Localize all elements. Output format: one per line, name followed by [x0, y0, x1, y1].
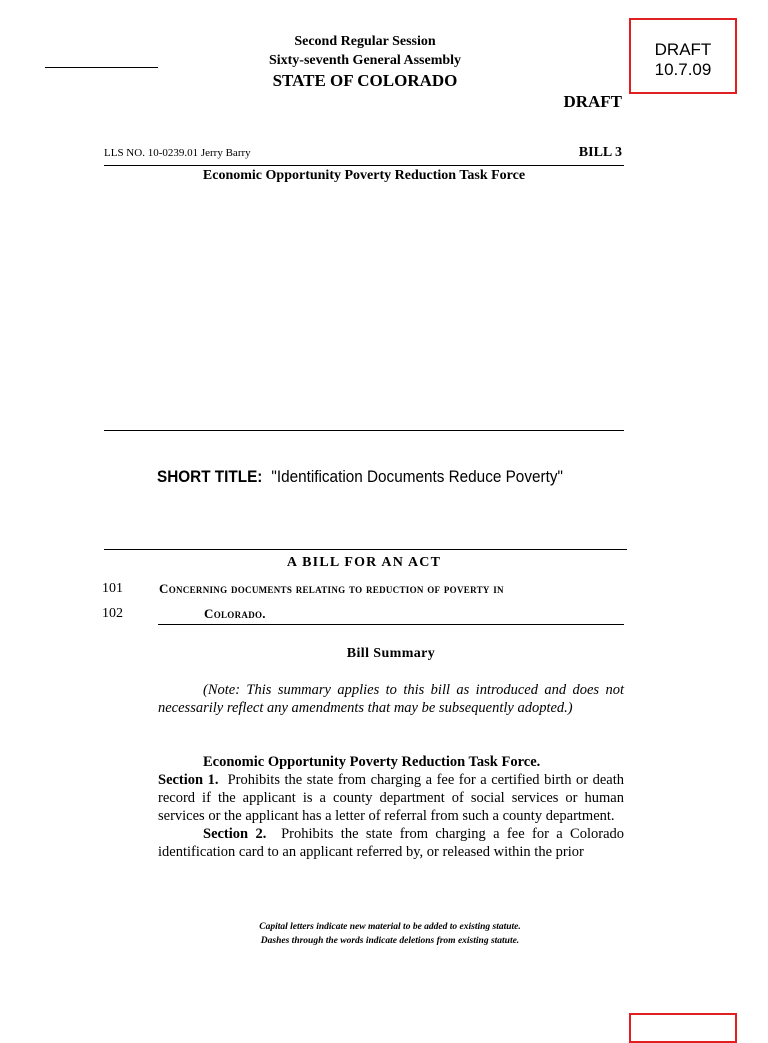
- draft-stamp: [629, 18, 737, 94]
- bill-number: BILL 3: [578, 145, 622, 160]
- summary-note: [158, 681, 624, 717]
- draft-label: DRAFT: [563, 92, 622, 111]
- bill-title-line: Concerning documents relating to reduction of poverty in: [159, 581, 504, 596]
- draft-stamp-bottom: [629, 1013, 737, 1043]
- state-title: STATE OF COLORADO: [272, 71, 458, 90]
- header-divider: [104, 165, 624, 166]
- short-title-value: "Identification Documents Reduce Poverty": [271, 467, 563, 486]
- short-title-bottom-rule: [104, 549, 627, 550]
- short-title-label: SHORT TITLE:: [157, 467, 263, 486]
- section-1-label: Section 1.: [158, 772, 219, 788]
- session-title: Second Regular Session: [294, 34, 436, 49]
- section-2-text: Prohibits the state from charging a fee for a Colorado identification card to an applicant referred by, or released within the prior: [158, 826, 625, 860]
- line-number: 101: [102, 581, 123, 596]
- header-short-rule: [45, 67, 158, 68]
- bill-act-heading: A BILL FOR AN ACT: [286, 555, 442, 570]
- section-1-text: Prohibits the state from charging a fee for a certified birth or death record if the applicant is a county department of social services or human services or the applicant has a letter of referral from such a county department.: [158, 772, 625, 824]
- bill-title-line: Colorado.: [204, 606, 266, 621]
- footer-note-1: Capital letters indicate new material to be added to existing statute.: [259, 922, 521, 932]
- short-title: [157, 467, 563, 487]
- summary-sections: [158, 753, 624, 861]
- short-title-top-rule: [104, 430, 624, 431]
- assembly-title: Sixty-seventh General Assembly: [268, 53, 462, 68]
- line-number: 102: [102, 606, 123, 621]
- task-force-heading: Economic Opportunity Poverty Reduction Task Force.: [203, 754, 541, 770]
- section-2-label: Section 2.: [203, 826, 267, 842]
- bill-title-rule: [158, 624, 624, 625]
- sponsor-line: Economic Opportunity Poverty Reduction Task Force: [202, 168, 526, 183]
- summary-note-text: (Note: This summary applies to this bill as introduced and does not necessarily reflect any amendments that may be subsequently adopted.): [158, 682, 624, 716]
- draft-stamp-date: 10.7.09: [654, 60, 712, 79]
- summary-heading: Bill Summary: [346, 646, 436, 661]
- lls-number: LLS NO. 10-0239.01 Jerry Barry: [104, 147, 251, 159]
- footer-note-2: Dashes through the words indicate deletions from existing statute.: [260, 936, 520, 946]
- draft-stamp-label: DRAFT: [654, 40, 712, 59]
